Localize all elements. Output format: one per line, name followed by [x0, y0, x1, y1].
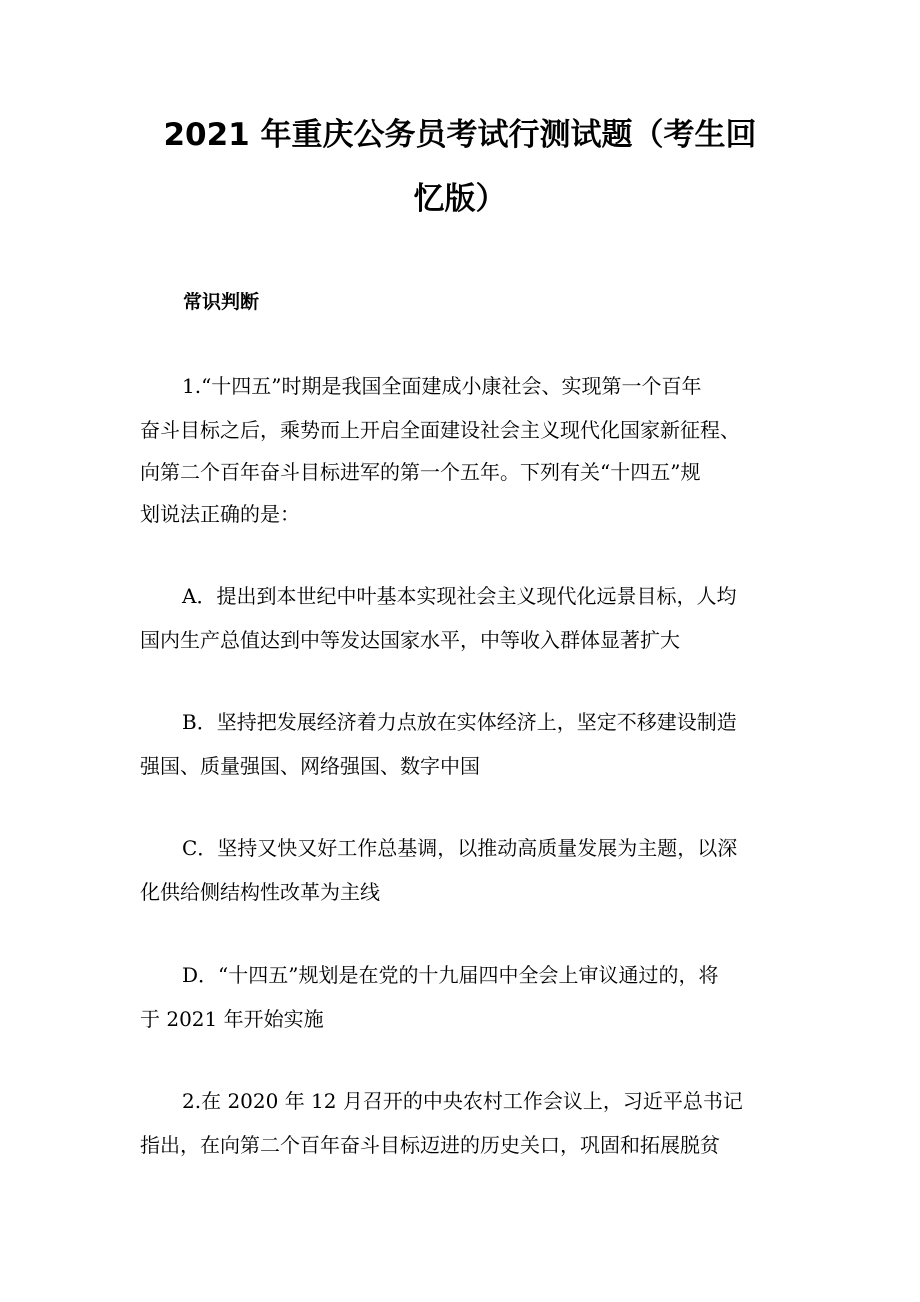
question-1-line: 奋斗目标之后，乘势而上开启全面建设社会主义现代化国家新征程、 — [140, 418, 740, 442]
option-a-line: A．提出到本世纪中叶基本实现社会主义现代化远景目标，人均 — [182, 584, 737, 608]
question-1-line: 划说法正确的是： — [140, 502, 300, 526]
question-2-line: 指出，在向第二个百年奋斗目标迈进的历史关口，巩固和拓展脱贫 — [140, 1133, 720, 1157]
question-1-line: 向第二个百年奋斗目标进军的第一个五年。下列有关“十四五”规 — [140, 460, 701, 484]
option-d — [140, 961, 800, 1049]
option-c-line: 化供给侧结构性改革为主线 — [140, 880, 380, 904]
question-2-line: 2.在 2020 年 12 月召开的中央农村工作会议上，习近平总书记 — [182, 1089, 743, 1113]
document-title-line-2: 忆版） — [413, 181, 507, 217]
document-title-line-1: 2021 年重庆公务员考试行测试题（考生回 — [163, 117, 757, 153]
option-c-line: C．坚持又快又好工作总基调，以推动高质量发展为主题，以深 — [182, 836, 738, 860]
option-a — [140, 582, 800, 670]
question-1 — [140, 372, 800, 544]
question-2 — [140, 1087, 800, 1175]
option-c — [140, 834, 800, 922]
option-d-line: 于 2021 年开始实施 — [140, 1007, 324, 1031]
option-b-line: B．坚持把发展经济着力点放在实体经济上，坚定不移建设制造 — [182, 710, 737, 734]
option-b-line: 强国、质量强国、网络强国、数字中国 — [140, 754, 480, 778]
question-1-line: 1.“十四五”时期是我国全面建成小康社会、实现第一个百年 — [182, 374, 702, 398]
section-heading: 常识判断 — [183, 291, 260, 313]
option-a-line: 国内生产总值达到中等发达国家水平，中等收入群体显著扩大 — [140, 628, 680, 652]
option-b — [140, 708, 800, 796]
option-d-line: D．“十四五”规划是在党的十九届四中全会上审议通过的，将 — [182, 963, 719, 987]
